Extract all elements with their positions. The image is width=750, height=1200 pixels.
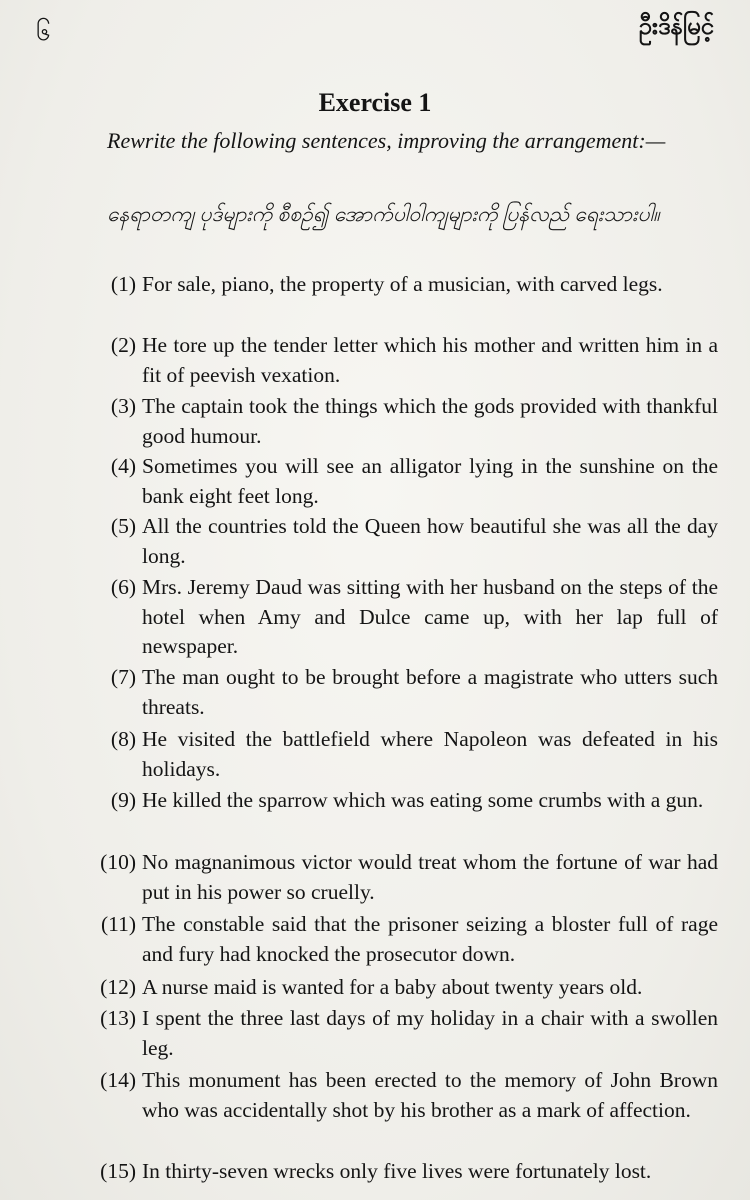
item-text: I spent the three last days of my holiday in a chair with a swollen leg. [142, 1006, 718, 1060]
exercise-instruction: Rewrite the following sentences, improving the arrangement:— [107, 128, 666, 153]
item-number: (8) [110, 727, 136, 751]
page-number: ၆ [36, 17, 51, 46]
item-number: (9) [110, 788, 136, 812]
item-number: (15) [100, 1159, 136, 1183]
item-number: (2) [110, 333, 136, 357]
exercise-item [80, 848, 720, 907]
item-text: In thirty-seven wrecks only five lives were fortunately lost. [142, 1159, 652, 1183]
exercise-item [80, 270, 720, 300]
exercise-item [80, 663, 720, 722]
item-number: (3) [110, 394, 136, 418]
exercise-item [80, 1157, 720, 1187]
item-text: He killed the sparrow which was eating some crumbs with a gun. [142, 788, 704, 812]
exercise-item [80, 512, 720, 571]
item-text: This monument has been erected to the memory of John Brown who was accidentally shot by his brother as a mark of affection. [142, 1068, 718, 1122]
exercise-title: Exercise 1 [318, 88, 432, 117]
item-text: A nurse maid is wanted for a baby about twenty years old. [142, 975, 643, 999]
item-number: (1) [110, 272, 136, 296]
exercise-item [80, 725, 720, 784]
item-number: (7) [110, 665, 136, 689]
instruction-translation: နေရာတကျ ပုဒ်များကို စီစဉ်၍ အောက်ပါဝါကျများကို ပြန်လည် ရေးသားပါ။ [107, 202, 660, 226]
item-text: The man ought to be brought before a magistrate who utters such threats. [142, 665, 718, 719]
item-number: (12) [100, 975, 136, 999]
item-text: He visited the battlefield where Napoleon was defeated in his holidays. [142, 727, 718, 781]
item-text: Mrs. Jeremy Daud was sitting with her husband on the steps of the hotel when Amy and Dulce came up, with her lap full of newspaper. [142, 575, 718, 658]
exercise-item [80, 973, 720, 1003]
item-number: (5) [110, 514, 136, 538]
exercise-item [80, 452, 720, 511]
exercise-item [80, 392, 720, 451]
exercise-item [80, 786, 720, 816]
item-text: The constable said that the prisoner seizing a bloster full of rage and fury had knocked the prosecutor down. [142, 912, 718, 966]
exercise-item [80, 1004, 720, 1063]
exercise-item [80, 573, 720, 662]
item-number: (11) [100, 912, 136, 936]
item-text: All the countries told the Queen how beautiful she was all the day long. [142, 514, 718, 568]
item-number: (13) [100, 1006, 136, 1030]
exercise-item [80, 331, 720, 390]
exercise-item [80, 1066, 720, 1125]
item-text: Sometimes you will see an alligator lying in the sunshine on the bank eight feet long. [142, 454, 718, 508]
item-number: (10) [100, 850, 136, 874]
item-text: No magnanimous victor would treat whom the fortune of war had put in his power so cruelly. [142, 850, 718, 904]
item-number: (14) [100, 1068, 136, 1092]
exercise-item [80, 910, 720, 969]
item-text: He tore up the tender letter which his mother and written him in a fit of peevish vexation. [142, 333, 718, 387]
item-number: (4) [110, 454, 136, 478]
item-number: (6) [110, 575, 136, 599]
item-text: The captain took the things which the gods provided with thankful good humour. [142, 394, 718, 448]
running-head: ဦးဒိန်မြင့် [638, 14, 714, 40]
item-text: For sale, piano, the property of a musician, with carved legs. [142, 272, 663, 296]
